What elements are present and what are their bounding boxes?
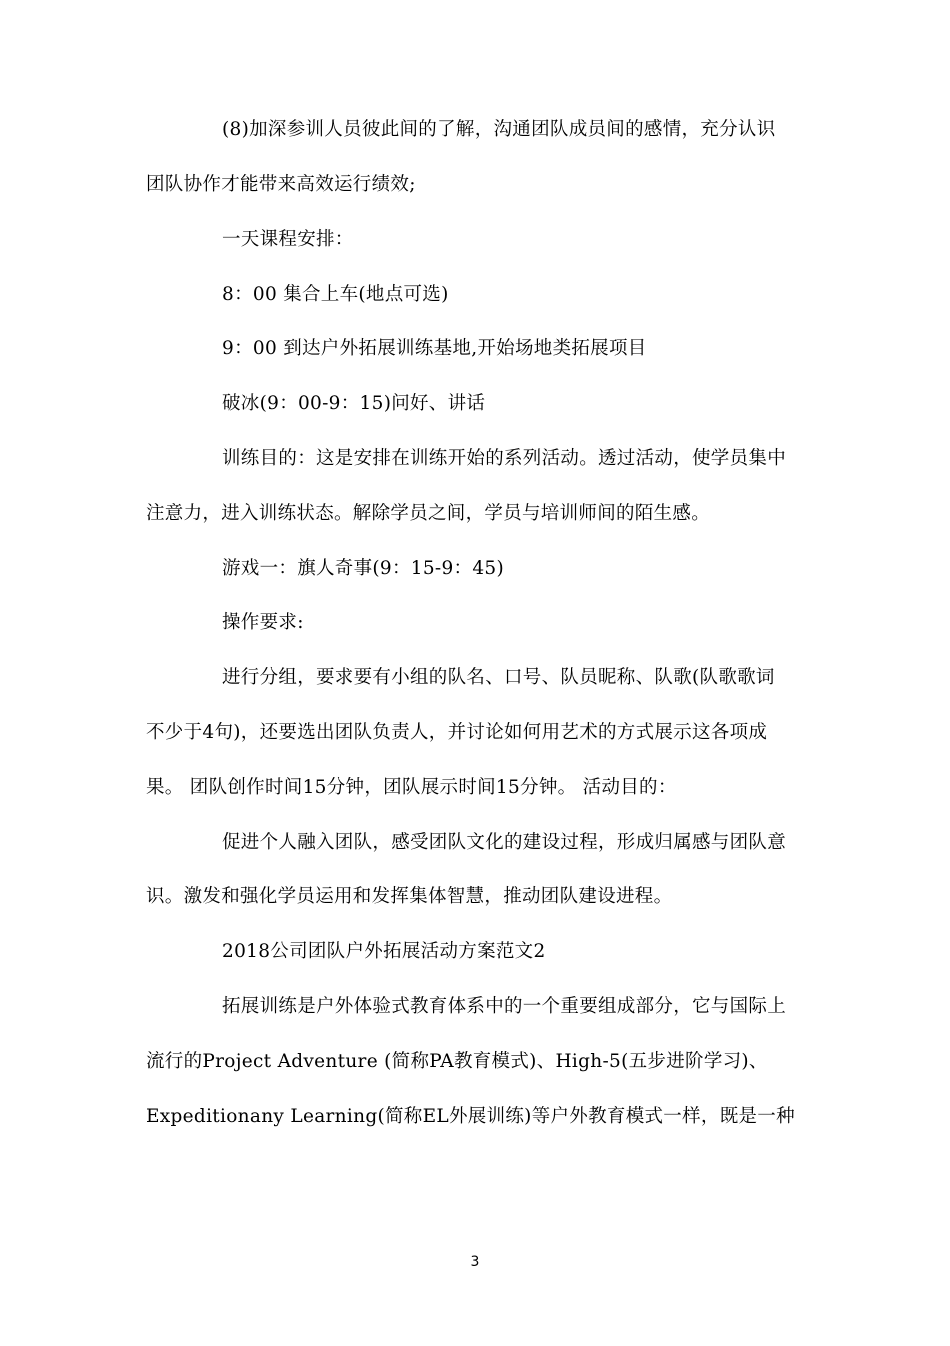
paragraph-line: 果。 团队创作时间15分钟，团队展示时间15分钟。 活动目的：	[146, 777, 677, 798]
page-number: 3	[470, 1254, 480, 1270]
paragraph-line: 注意力，进入训练状态。解除学员之间，学员与培训师间的陌生感。	[146, 503, 711, 524]
paragraph-line: 训练目的：这是安排在训练开始的系列活动。透过活动，使学员集中	[222, 448, 787, 469]
paragraph-line: 进行分组，要求要有小组的队名、口号、队员昵称、队歌(队歌歌词	[222, 667, 775, 688]
paragraph-line: 团队协作才能带来高效运行绩效;	[146, 174, 416, 195]
paragraph-line: 识。激发和强化学员运用和发挥集体智慧，推动团队建设进程。	[146, 886, 673, 907]
paragraph-line: 9：00 到达户外拓展训练基地,开始场地类拓展项目	[222, 338, 647, 359]
paragraph-line: 破冰(9：00-9：15)问好、讲话	[222, 393, 486, 414]
paragraph-line: 促进个人融入团队，感受团队文化的建设过程，形成归属感与团队意	[222, 832, 787, 853]
paragraph-line: 游戏一：旗人奇事(9：15-9：45)	[222, 558, 505, 579]
paragraph-line: Expeditionany Learning(简称EL外展训练)等户外教育模式一样，既是一种	[146, 1106, 795, 1127]
paragraph-line: (8)加深参训人员彼此间的了解，沟通团队成员间的感情，充分认识	[222, 119, 776, 140]
paragraph-line: 一天课程安排：	[222, 229, 354, 250]
paragraph-line: 8：00 集合上车(地点可选)	[222, 284, 449, 305]
paragraph-line: 不少于4句)，还要选出团队负责人，并讨论如何用艺术的方式展示这各项成	[146, 722, 768, 743]
paragraph-line: 拓展训练是户外体验式教育体系中的一个重要组成部分，它与国际上	[222, 996, 787, 1017]
section-heading: 2018公司团队户外拓展活动方案范文2	[222, 941, 546, 962]
paragraph-line: 流行的Project Adventure (简称PA教育模式)、High-5(五步进阶学习)、	[146, 1051, 768, 1072]
paragraph-line: 操作要求:	[222, 612, 304, 633]
